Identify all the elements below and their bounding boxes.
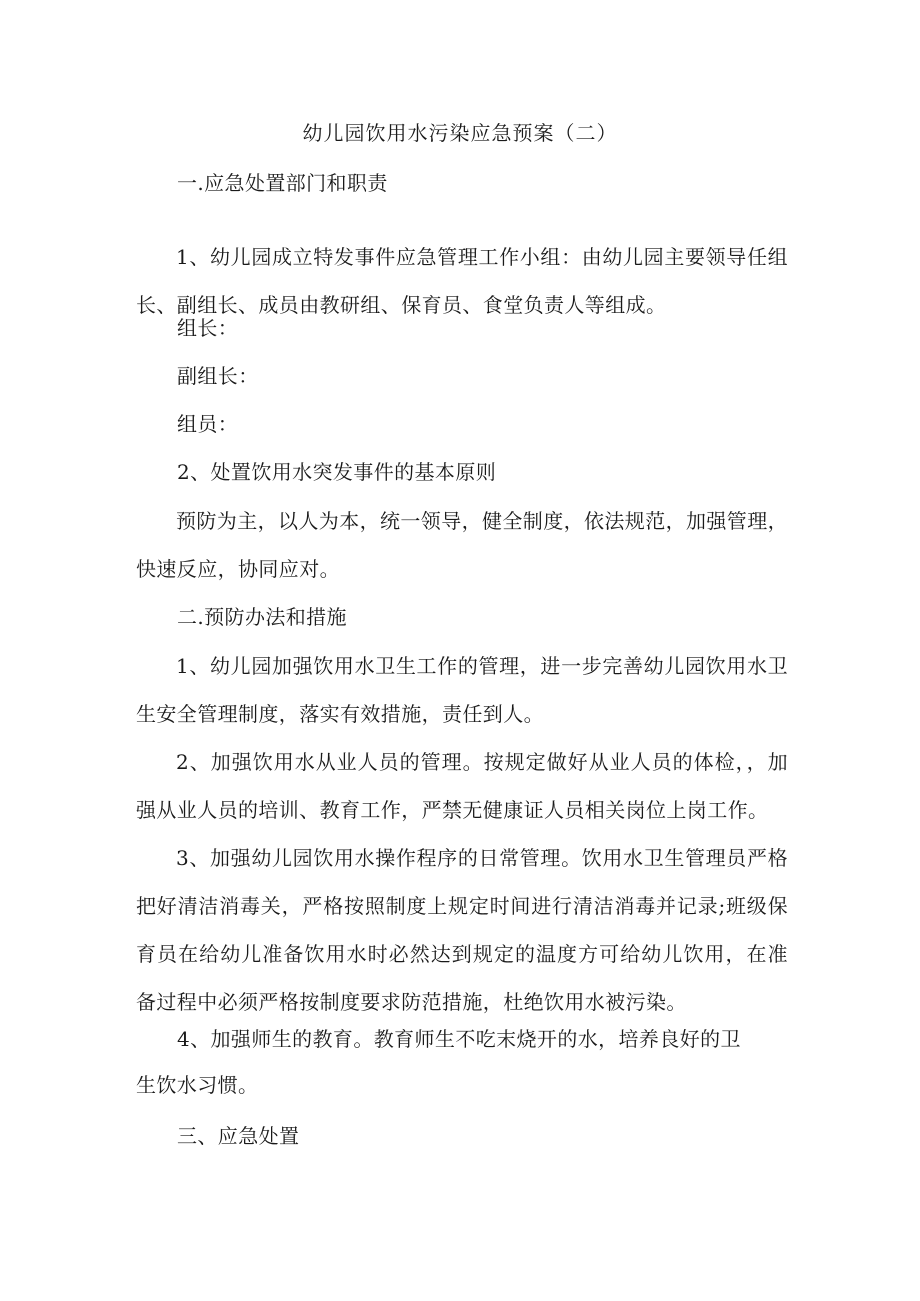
measure-1-paragraph: 1、幼儿园加强饮用水卫生工作的管理，进一步完善幼儿园饮用水卫生安全管理制度，落实有效措施，责任到人。 xyxy=(136,654,788,726)
principles-paragraph: 预防为主，以人为本，统一领导，健全制度，依法规范，加强管理，快速反应，协同应对。 xyxy=(136,509,788,581)
leader-label: 组长： xyxy=(177,316,239,340)
principles-heading: 2、处置饮用水突发事件的基本原则 xyxy=(177,460,497,484)
document-title: 幼儿园饮用水污染应急预案（二） xyxy=(302,121,618,145)
measure-4-line-1: 4、加强师生的教育。教育师生不吃末烧开的水，培养良好的卫 xyxy=(177,1027,741,1051)
measure-4-line-2: 生饮水习惯。 xyxy=(136,1073,259,1097)
vice-leader-label: 副组长： xyxy=(177,364,259,388)
members-label: 组员： xyxy=(177,412,239,436)
section-2-heading: 二.预防办法和措施 xyxy=(177,605,347,629)
section-1-heading: 一.应急处置部门和职责 xyxy=(177,171,388,195)
measure-2-paragraph: 2、加强饮用水从业人员的管理。按规定做好从业人员的体检，，加强从业人员的培训、教育工作，严禁无健康证人员相关岗位上岗工作。 xyxy=(136,750,788,822)
paragraph-1: 1、幼儿园成立特发事件应急管理工作小组：由幼儿园主要领导任组长、副组长、成员由教研组、保育员、食堂负责人等组成。 xyxy=(136,245,788,317)
measure-3-paragraph: 3、加强幼儿园饮用水操作程序的日常管理。饮用水卫生管理员严格把好清洁消毒关，严格按照制度上规定时间进行清洁消毒并记录;班级保育员在给幼儿准备饮用水时必然达到规定的温度方可给幼儿饮用，在准备过程中必须严格按制度要求防范措施，杜绝饮用水被污染。 xyxy=(136,846,788,1014)
section-3-heading: 三、应急处置 xyxy=(177,1124,300,1148)
